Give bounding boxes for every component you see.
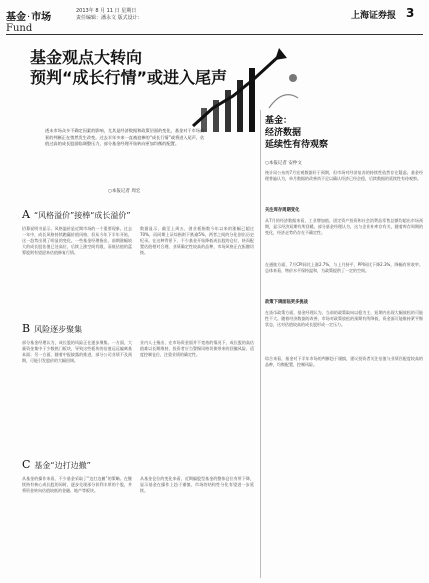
section-c-heading: 基金“边打边撤” (34, 461, 91, 470)
sidebar-subheading-1: 关注库存周期变化 (265, 208, 300, 213)
section-label: 基金·市场 (6, 12, 52, 23)
sidebar-headline-line-2: 经济数据 (265, 128, 302, 138)
sidebar-headline (265, 115, 328, 151)
page-header (6, 4, 423, 34)
sidebar-paragraph-5: 综合来看，基金对下半年市场的判断趋于谨慎，建议投资者关注估值与业绩匹配度较高的品种，均衡配置，控制风险。 (265, 356, 423, 368)
masthead: 上海证券报 (351, 11, 397, 21)
section-a-column-1: 招募说明书显示，风格溢价是近期市场的一个重要现象。过去一年中，成长风格持续跑赢价值风格，但从今年下半年开始，这一趋势出现了明显的变化。一些基金经理指出，前期涨幅较大的成长股估值已处高位，后续上涨空间有限，而低估值的蓝筹股则有望迎来估值修复行情。 (22, 226, 132, 256)
sidebar-byline: ○本报记者 安仲文 (265, 161, 302, 166)
section-c-title (22, 458, 91, 471)
section-b-heading: 风险逐步聚集 (34, 325, 83, 334)
sidebar-paragraph-2: 从7月的经济数据来看，工业增加值、固定资产投资和社会消费品零售总额均超出市场预期，显示经济短期有所回暖。部分基金经理认为，这与企业补库存有关，随着库存周期的变化，经济走势仍存在不确定性。 (265, 218, 423, 236)
sidebar-paragraph-1: 统计局公布的7月宏观数据好于预期，但市场对经济复苏的持续性依然存在疑虑。基金经理普遍认为，单月数据的改善尚不足以确认经济已经企稳，后续数据的延续性有待观察。 (265, 170, 423, 182)
sidebar-paragraph-3: 在通胀方面，7月CPI同比上涨2.7%，与上月持平，PPI同比下降2.3%，降幅有所收窄。总体来看，物价水平保持温和，为政策提供了一定的空间。 (265, 262, 423, 274)
section-a-letter: A (22, 208, 30, 221)
column-divider (260, 110, 261, 578)
byline: ○本报记者 周宏 (108, 189, 141, 194)
sidebar-subheading-2: 政策下调面临更多挑战 (265, 300, 308, 305)
section-b-column-1: 部分基金经理认为，成长股的风险正在逐步聚集。一方面，大量资金集中于少数热门板块，导致这些板块的估值远远偏离基本面；另一方面，随着中报披露的推进，部分公司业绩不及预期，可能引发股价的大幅回调。 (22, 340, 132, 364)
section-b-column-2: 业内人士指出，在市场资金面并不宽裕的情况下，成长股的高估值难以长期维持，投资者应当警惕风格切换带来的回撤风险，适度控制仓位，注重业绩的确定性。 (140, 340, 254, 358)
section-a-heading: “风格溢价”接棒“成长溢价” (33, 211, 131, 220)
editor-line: 责任编辑：潘永文 版式设计： (76, 15, 143, 21)
intro-paragraph: 透未市场众多不确定因素的影响，尤其是经济数据和政策层面的变化，基金对于市场前景的判断正在悄然发生改变。过去半年多来一直被追捧的“成长行情”或将进入尾声，估值过高的成长股面临调整压力，部分基金经理开始转向更加均衡的配置。 (45, 128, 205, 147)
headline-line-1: 基金观点大转向 (30, 48, 143, 67)
section-c-column-1: 从基金的操作来看，不少基金采取了“边打边撤”的策略。在继续持有核心成长股的同时，逐步兑现部分获利丰厚的个股，并将资金转向估值较低的金融、地产等板块。 (22, 476, 132, 494)
section-a-column-2: 数据显示，截至上周五，创业板指数今年以来的涨幅已超过70%，而同期上证综指则下跌逾5%，两者之间的分化创出历史纪录。在这种背景下，不少基金开始降低成长股的仓位，转而配置估值相对合理、业绩确定性较高的品种，市场风格正在酝酿切换。 (140, 226, 254, 256)
header-rule (6, 34, 423, 35)
section-name: 基金 (6, 12, 26, 23)
section-c-letter: C (22, 458, 31, 471)
sidebar-headline-line-3: 延续性有待观察 (265, 140, 329, 150)
sidebar-headline-line-1: 基金： (265, 116, 293, 126)
section-a-title (22, 208, 131, 221)
section-b-letter: B (22, 322, 31, 335)
sidebar-paragraph-4: 在货币政策方面，基金经理认为，当前的政策取向以稳为主，短期内出现大幅放松的可能性不大。随着经济数据的改善，市场对政策放松的预期有所降低，资金面可能维持紧平衡状态，这对估值较高的成长股形成一定压力。 (265, 310, 423, 328)
headline-line-2: 预判“成长行情”或进入尾声 (30, 68, 228, 87)
fund-label: Fund (6, 23, 33, 34)
date-line: 2013年 8 月 11 日 星期日 (76, 8, 137, 14)
section-b-title (22, 322, 82, 335)
section-suffix: 市场 (31, 12, 52, 23)
page-number: 3 (406, 6, 415, 20)
section-c-column-2: 从基金仓位的变化来看，近期偏股型基金的整体仓位有所下降，显示基金在操作上趋于谨慎，市场的结构性分化有望进一步延续。 (140, 476, 254, 494)
